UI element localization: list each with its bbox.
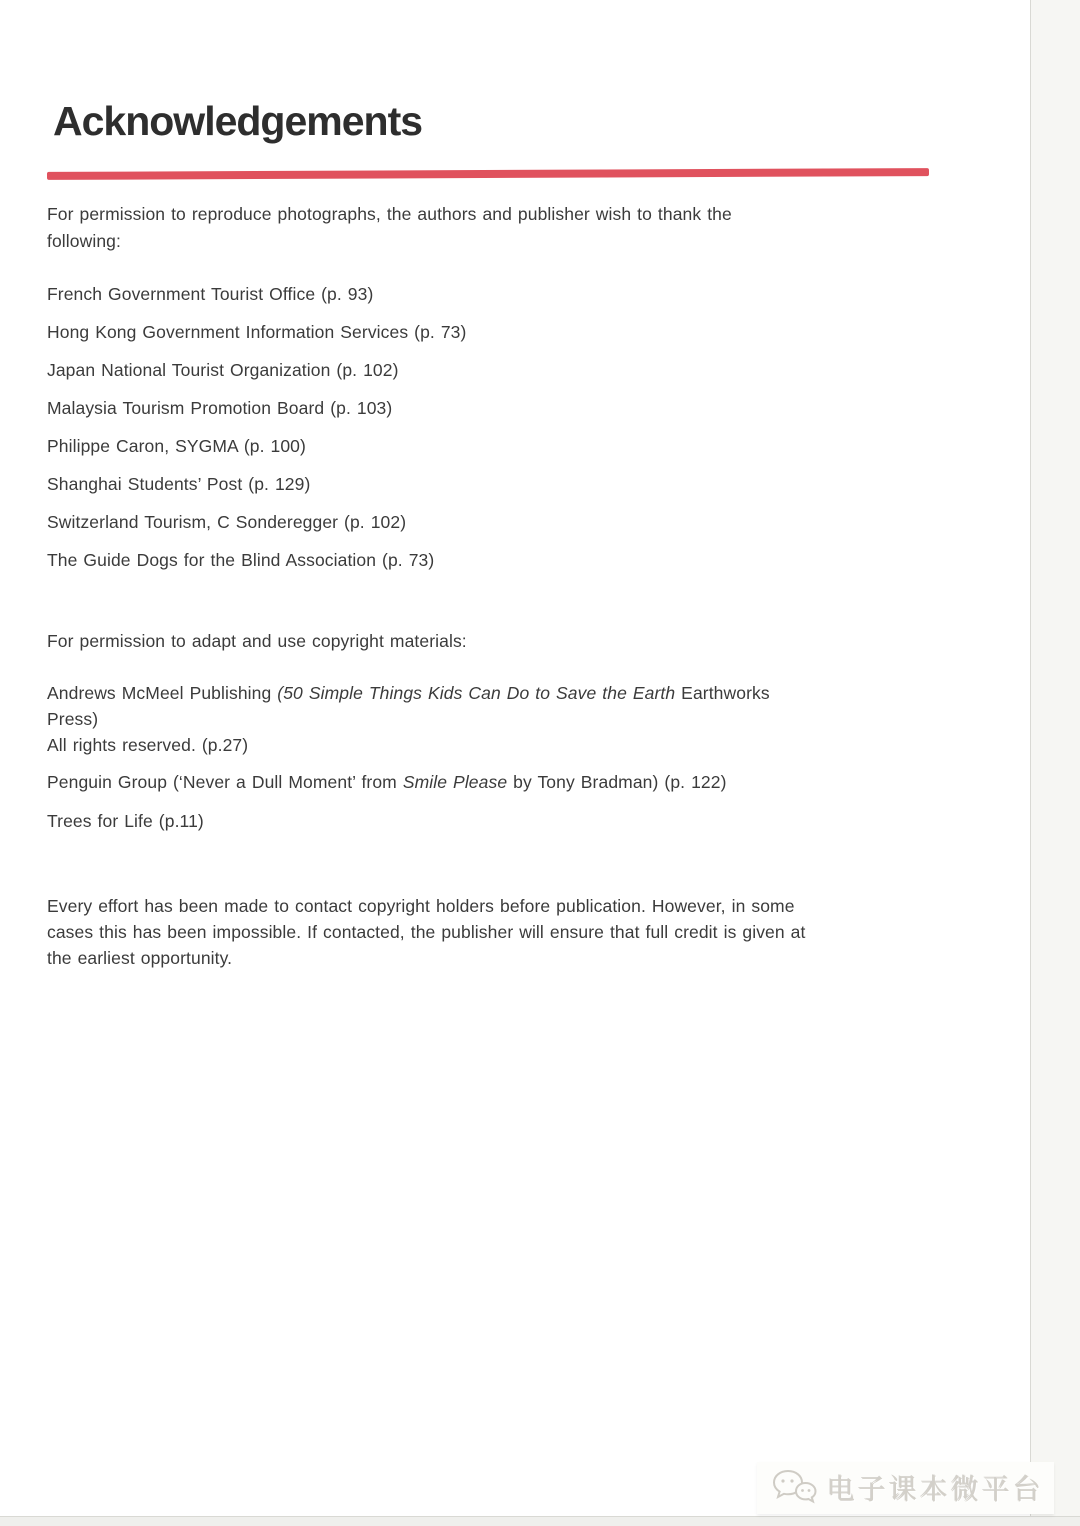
credit-line: All rights reserved. (p.27) bbox=[47, 735, 249, 755]
photo-credit-item: Hong Kong Government Information Services (p. 73) bbox=[47, 322, 467, 342]
photo-credit-item: Japan National Tourist Organization (p. 102) bbox=[47, 360, 399, 380]
photo-credit-item: Philippe Caron, SYGMA (p. 100) bbox=[47, 436, 306, 456]
watermark-label: 电子课本微平台 bbox=[826, 1474, 1044, 1505]
closing-paragraph bbox=[47, 893, 937, 971]
credit-text: Earthworks bbox=[675, 683, 770, 703]
credit-line: Press) bbox=[47, 709, 99, 729]
page-title: Acknowledgements bbox=[53, 98, 423, 144]
credit-title-italic: (50 Simple Things Kids Can Do to Save the Earth bbox=[277, 683, 676, 703]
photo-credit-item: The Guide Dogs for the Blind Association (p. 73) bbox=[47, 550, 435, 570]
closing-line: cases this has been impossible. If contacted, the publisher will ensure that full credit is given at bbox=[47, 922, 806, 942]
copyright-credit-andrews bbox=[47, 680, 937, 758]
photo-permission-intro bbox=[47, 201, 937, 255]
copyright-credit-list bbox=[47, 680, 937, 831]
photo-credit-list bbox=[47, 284, 937, 570]
photo-credit-item: French Government Tourist Office (p. 93) bbox=[47, 284, 374, 304]
scanned-page-bottom-edge bbox=[0, 1516, 1080, 1526]
photo-credit-item: Malaysia Tourism Promotion Board (p. 103) bbox=[47, 398, 393, 418]
photo-credit-item: Switzerland Tourism, C Sonderegger (p. 102) bbox=[47, 512, 407, 532]
red-title-rule bbox=[47, 168, 929, 180]
credit-text: by Tony Bradman) (p. 122) bbox=[507, 772, 727, 792]
credit-line bbox=[47, 680, 937, 706]
closing-line: the earliest opportunity. bbox=[47, 948, 233, 968]
acknowledgements-page bbox=[47, 0, 937, 971]
chat-bubbles-icon bbox=[771, 1468, 817, 1508]
closing-line: Every effort has been made to contact copyright holders before publication. However, in some bbox=[47, 896, 795, 916]
credit-text: Penguin Group (‘Never a Dull Moment’ from bbox=[47, 772, 403, 792]
intro-line: For permission to reproduce photographs, the authors and publisher wish to thank the bbox=[47, 204, 732, 224]
intro-line: following: bbox=[47, 231, 121, 251]
credit-title-italic: Smile Please bbox=[402, 772, 508, 792]
photo-credit-item: Shanghai Students’ Post (p. 129) bbox=[47, 474, 311, 494]
copyright-permission-intro: For permission to adapt and use copyright materials: bbox=[47, 631, 467, 651]
copyright-credit-trees: Trees for Life (p.11) bbox=[47, 811, 204, 831]
scanned-page-right-edge bbox=[1030, 0, 1080, 1526]
credit-text: Andrews McMeel Publishing bbox=[47, 683, 278, 703]
publisher-watermark bbox=[757, 1462, 1054, 1514]
copyright-credit-penguin bbox=[47, 772, 937, 792]
